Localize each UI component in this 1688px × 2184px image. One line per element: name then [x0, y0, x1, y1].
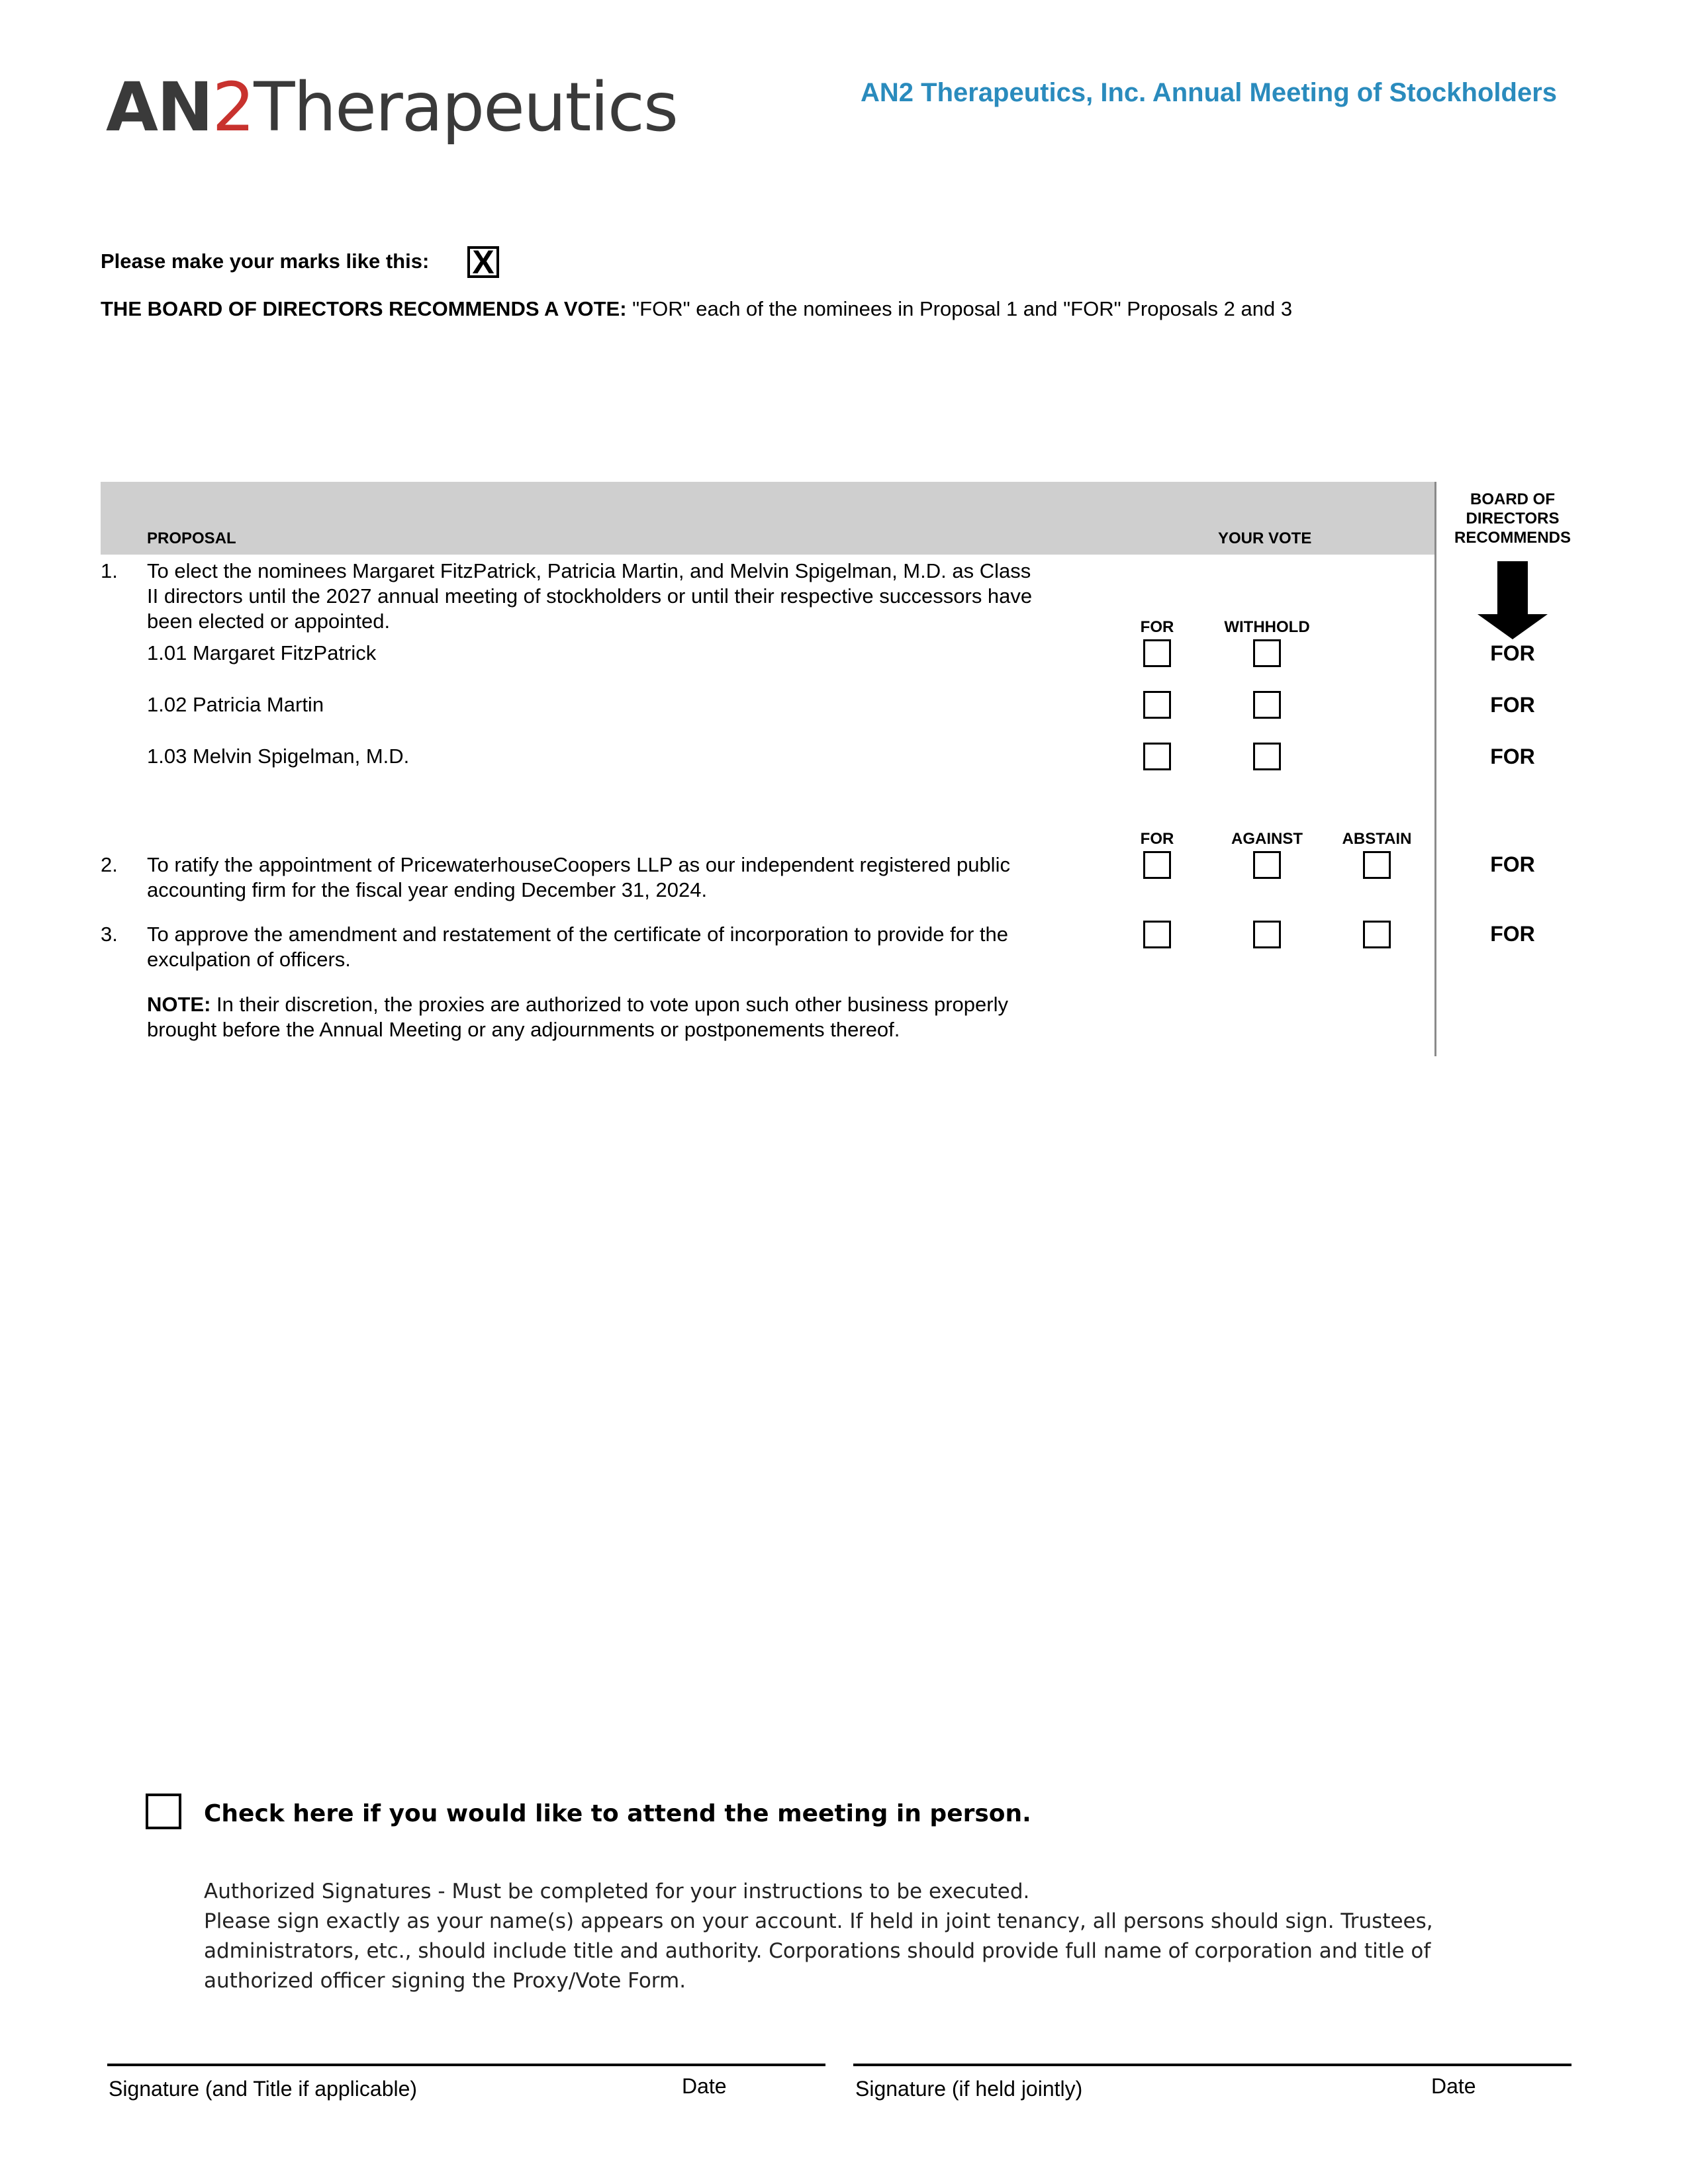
- date-1-label: Date: [682, 2074, 727, 2098]
- down-arrow-icon: [1476, 561, 1549, 641]
- col-header-withhold: WITHHOLD: [1224, 618, 1310, 636]
- nominee-1-01: 1.01 Margaret FitzPatrick: [147, 641, 377, 664]
- col-header-for: FOR: [1140, 618, 1174, 636]
- nominee-1-01-withhold-checkbox[interactable]: [1253, 639, 1281, 667]
- board-header-line: RECOMMENDS: [1454, 529, 1571, 547]
- nominee-1-03-recommendation: FOR: [1490, 745, 1535, 768]
- proposal-1-line: To elect the nominees Margaret FitzPatrick, Patricia Martin, and Melvin Spigelman, M.D. as Class: [147, 559, 1031, 582]
- your-vote-header: YOUR VOTE: [1218, 529, 1312, 547]
- authorization-line: administrators, etc., should include title and authority. Corporations should provide full name of corporation and title of: [204, 1939, 1431, 1963]
- nominee-1-02-for-checkbox[interactable]: [1143, 691, 1171, 719]
- nominee-1-03-withhold-checkbox[interactable]: [1253, 743, 1281, 770]
- signature-1-label: Signature (and Title if applicable): [109, 2077, 418, 2101]
- proposal-3-abstain-checkbox[interactable]: [1363, 921, 1391, 948]
- authorization-text: [204, 1877, 1462, 1996]
- example-mark-box: [467, 244, 499, 281]
- marks-instruction: Please make your marks like this:: [101, 250, 430, 273]
- board-recommendation-text: "FOR" each of the nominees in Proposal 1 and "FOR" Proposals 2 and 3: [626, 297, 1293, 320]
- signature-line-2[interactable]: [853, 2064, 1571, 2066]
- proposal-2-recommendation: FOR: [1490, 852, 1535, 876]
- board-recommendation: [101, 297, 1292, 321]
- authorization-line: Please sign exactly as your name(s) appears on your account. If held in joint tenancy, all persons should sign. Trustees,: [204, 1909, 1433, 1933]
- proxy-note: [147, 992, 1127, 1042]
- board-recommends-header: [1438, 490, 1587, 547]
- authorization-line: authorized officer signing the Proxy/Vote Form.: [204, 1969, 686, 1993]
- nominee-1-02-withhold-checkbox[interactable]: [1253, 691, 1281, 719]
- proposal-2-against-checkbox[interactable]: [1253, 851, 1281, 879]
- nominee-1-03-for-checkbox[interactable]: [1143, 743, 1171, 770]
- col-header-abstain: ABSTAIN: [1342, 830, 1412, 848]
- proposal-3-text: [147, 922, 1113, 972]
- board-header-line: DIRECTORS: [1466, 510, 1560, 527]
- proposal-2-line: To ratify the appointment of PricewaterhouseCoopers LLP as our independent registered public: [147, 853, 1010, 876]
- nominee-1-01-for-checkbox[interactable]: [1143, 639, 1171, 667]
- board-header-line: BOARD OF: [1470, 490, 1555, 508]
- board-recommendation-label: THE BOARD OF DIRECTORS RECOMMENDS A VOTE:: [101, 297, 627, 320]
- note-label: NOTE:: [147, 993, 211, 1016]
- proposal-3-recommendation: FOR: [1490, 922, 1535, 946]
- nominee-1-03: 1.03 Melvin Spigelman, M.D.: [147, 745, 410, 768]
- proposal-1-line: II directors until the 2027 annual meeting of stockholders or until their respective successors have: [147, 584, 1033, 608]
- date-2-label: Date: [1431, 2074, 1476, 2098]
- example-mark-x: X: [472, 244, 494, 281]
- meeting-title: AN2 Therapeutics, Inc. Annual Meeting of Stockholders: [861, 78, 1558, 107]
- col-header-against: AGAINST: [1231, 830, 1303, 848]
- proposal-3-number: 3.: [101, 923, 118, 946]
- proposal-2-number: 2.: [101, 853, 118, 876]
- board-column-divider: [1434, 482, 1436, 1056]
- proposal-3-line: To approve the amendment and restatement of the certificate of incorporation to provide for the: [147, 923, 1009, 946]
- logo-therapeutics: Therapeutics: [254, 68, 678, 147]
- signature-line-1[interactable]: [107, 2064, 825, 2066]
- attend-in-person-checkbox[interactable]: [146, 1794, 181, 1829]
- authorization-line: Authorized Signatures - Must be completed for your instructions to be executed.: [204, 1880, 1030, 1903]
- proposal-header: PROPOSAL: [147, 529, 236, 547]
- attend-in-person-label: Check here if you would like to attend the meeting in person.: [204, 1800, 1031, 1827]
- company-logo: [106, 65, 677, 151]
- nominee-1-02-recommendation: FOR: [1490, 693, 1535, 717]
- proposal-2-for-checkbox[interactable]: [1143, 851, 1171, 879]
- proposal-2-text: [147, 852, 1113, 903]
- logo-2: 2: [212, 68, 254, 147]
- note-line-1: In their discretion, the proxies are authorized to vote upon such other business properly: [211, 993, 1008, 1016]
- proposal-2-abstain-checkbox[interactable]: [1363, 851, 1391, 879]
- nominee-1-01-recommendation: FOR: [1490, 641, 1535, 665]
- proposal-3-for-checkbox[interactable]: [1143, 921, 1171, 948]
- logo-an: AN: [106, 68, 212, 147]
- nominee-1-02: 1.02 Patricia Martin: [147, 693, 324, 716]
- proposal-1-text: [147, 559, 1113, 634]
- note-line-2: brought before the Annual Meeting or any adjournments or postponements thereof.: [147, 1018, 900, 1041]
- proposal-3-against-checkbox[interactable]: [1253, 921, 1281, 948]
- col-header-for-2: FOR: [1140, 830, 1174, 848]
- proposal-2-line: accounting firm for the fiscal year ending December 31, 2024.: [147, 878, 708, 901]
- signature-2-label: Signature (if held jointly): [855, 2077, 1083, 2101]
- proposal-1-line: been elected or appointed.: [147, 610, 391, 633]
- proposal-1-number: 1.: [101, 559, 118, 582]
- proposal-3-line: exculpation of officers.: [147, 948, 351, 971]
